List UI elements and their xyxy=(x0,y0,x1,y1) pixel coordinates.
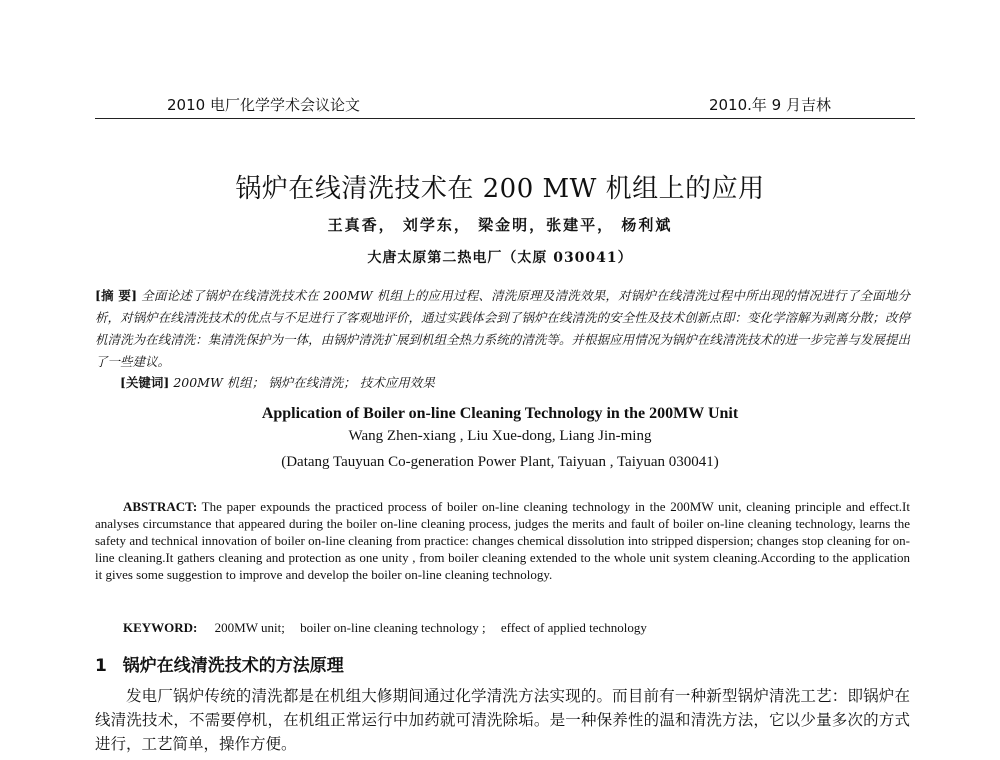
header-conference: 2010 电厂化学学术会议论文 xyxy=(167,96,360,114)
abstract-en-label: ABSTRACT: xyxy=(123,499,198,514)
affiliation-en: (Datang Tauyuan Co-generation Power Plant, Taiyuan , Taiyuan 030041) xyxy=(281,454,719,470)
keyword-en-2: boiler on-line cleaning technology ; xyxy=(300,620,486,635)
keywords-cn-text: 200MW 机组； 锅炉在线清洗； 技术应用效果 xyxy=(173,375,435,390)
section-1-title: 锅炉在线清洗技术的方法原理 xyxy=(122,656,344,676)
section-1-heading xyxy=(95,651,910,676)
keyword-en-1: 200MW unit; xyxy=(214,620,285,635)
keywords-cn-label: [关键词] xyxy=(120,375,170,390)
section-1-paragraph: 发电厂锅炉传统的清洗都是在机组大修期间通过化学清洗方法实现的。而目前有一种新型锅炉清洗工艺：即锅炉在线清洗技术，不需要停机，在机组正常运行中加药就可清洗除垢。是一种保养性的温和清洗方法，它以少量多次的方式进行，工艺简单，操作方便。 xyxy=(95,687,910,753)
running-header xyxy=(95,90,915,119)
abstract-cn-label: [摘 要] xyxy=(95,288,137,303)
abstract-cn xyxy=(95,285,910,373)
abstract-en xyxy=(95,498,910,583)
header-date: 2010.年 9 月吉林 xyxy=(708,96,831,114)
title-en: Application of Boiler on-line Cleaning Technology in the 200MW Unit xyxy=(261,405,739,422)
paper-affiliation: 大唐太原第二热电厂（太原 030041） xyxy=(367,250,633,266)
abstract-cn-text: 全面论述了锅炉在线清洗技术在 200MW 机组上的应用过程、清洗原理及清洗效果，对锅炉在线清洗过程中所出现的情况进行了全面地分析，对锅炉在线清洗技术的优点与不足进行了客观地评价，通过实践体会到了锅炉在线清洗的安全性及技术创新点即：变化学溶解为剥离分散；改停机清洗为在线清洗：集清洗保护为一体，由锅炉清洗扩展到机组全热力系统的清洗等。并根据应用情况为锅炉在线清洗技术的进一步完善与发展提出了一些建议。 xyxy=(95,288,910,369)
keywords-en-label: KEYWORD: xyxy=(123,620,198,635)
paper-title: 锅炉在线清洗技术在 200 MW 机组上的应用 xyxy=(235,174,765,204)
keyword-en-3: effect of applied technology xyxy=(500,620,647,635)
authors-en: Wang Zhen-xiang , Liu Xue-dong, Liang Jin-ming xyxy=(348,428,652,444)
section-1-number: 1 xyxy=(95,656,107,676)
keywords-en xyxy=(123,620,903,636)
paper-authors: 王真香， 刘学东， 梁金明，张建平， 杨利斌 xyxy=(327,216,673,234)
abstract-en-text: The paper expounds the practiced process of boiler on-line cleaning technology in the 200MW unit, cleaning principle and effect.It analyses circumstance that appeared during the boiler on-line cleaning process, judges the merits and fault of boiler on-line cleaning technology, learns the safety and technical innovation of boiler on-line cleaning from practice: changes chemical dissolution into stripped dispersion; changes stop cleaning for on-line cleaning.It gathers cleaning and protection as one unity , from boiler cleaning extended to the whole unit system cleaning.According to the application it gives some suggestion to improve and develop the boiler on-line cleaning technology. xyxy=(95,499,911,582)
keywords-cn xyxy=(120,373,910,391)
